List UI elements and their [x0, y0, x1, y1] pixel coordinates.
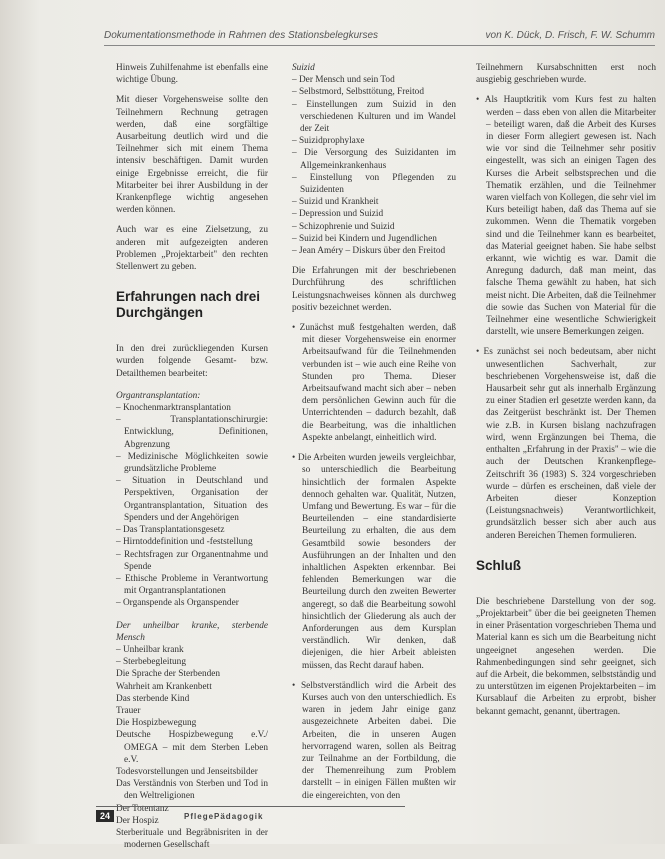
list-item: – Transplantationschirurgie: Entwicklung, Definitionen, Abgrenzung: [116, 415, 268, 450]
paragraph: In den drei zurückliegenden Kursen wurden folgende Gesamt- bzw. Detailthemen bearbeitet:: [116, 344, 268, 379]
page-number: 24: [96, 810, 114, 822]
subheading-sterbender-mensch: Der unheilbar kranke, sterbende Mensch: [116, 620, 268, 643]
topic-list-3: [292, 74, 456, 257]
column-2: [292, 62, 456, 810]
bullet-list-2: [476, 94, 656, 541]
list-item: Todesvorstellungen und Jenseitsbilder: [116, 766, 258, 777]
paragraph: Mit dieser Vorgehensweise sollte den Teilnehmern Rechnung getragen werden, daß eine sorgfältige Ausarbeitung deutlich wird und die Teilnehmer sich mit einem Thema intensiv beschäftigen. Damit wurden einige Ergebnisse erreicht, die für Mitarbeiter bei ihrer Ausbildung in der Krankenpflege wichtig angesehen werden können.: [116, 95, 268, 216]
list-item: Der Totentanz: [116, 803, 169, 814]
topic-list-1: [116, 402, 268, 609]
list-item: Die Sprache der Sterbenden: [116, 669, 221, 680]
list-item: – Suizid bei Kindern und Jugendlichen: [292, 233, 437, 244]
list-item: – Situation in Deutschland und Perspektiven, Organisation der Organtransplantation, Situation des Spenders und der Angehörigen: [116, 476, 268, 523]
list-item: – Der Mensch und sein Tod: [292, 75, 395, 86]
list-item: – Suizidprophylaxe: [292, 136, 365, 147]
list-item: Wahrheit am Krankenbett: [116, 681, 212, 692]
paragraph: Die Erfahrungen mit der beschriebenen Durchführung des schriftlichen Leistungsnachweises können als durchweg positiv bezeichnet werden.: [292, 266, 456, 313]
running-header: [104, 30, 655, 46]
header-right: von K. Dück, D. Frisch, F. W. Schumm: [485, 30, 655, 41]
subheading-organtransplantation: Organtransplantation:: [116, 390, 201, 401]
list-item: Deutsche Hospizbewegung e.V./ OMEGA – mit dem Sterben Leben e.V.: [116, 730, 268, 765]
section-heading-erfahrungen: Erfahrungen nach drei Durchgängen: [116, 289, 261, 321]
list-item: – Sterbebegleitung: [116, 657, 186, 668]
list-item: – Jean Améry – Diskurs über den Freitod: [292, 246, 446, 257]
paragraph: Teilnehmern Kursabschnitten erst noch ausgiebig geschrieben wurde.: [476, 63, 656, 86]
list-item: Der Hospiz: [116, 815, 159, 826]
bullet-item: • Zunächst muß festgehalten werden, daß mit dieser Vorgehensweise ein enormer Arbeitsaufwand für die Teilnehmenden verbunden ist – wie auch eine Reihe von Stunden pro Thema. Dieser Arbeitsaufwand macht sich aber – neben dem persönlichen Gewinn auch für die Unterrichtenden – dadurch bezahlt, daß die Bearbeitung, was die inhaltlichen Aspekte anbelangt, einheitlich wird.: [292, 323, 456, 443]
paragraph: Hinweis Zuhilfenahme ist ebenfalls eine wichtige Übung.: [116, 63, 268, 86]
column-3: [476, 62, 656, 726]
header-left: Dokumentationsmethode in Rahmen des Stationsbelegkurses: [104, 30, 379, 41]
bullet-item: • Die Arbeiten wurden jeweils vergleichbar, so unterschiedlich die Bearbeitung hinsichtlich der formalen Aspekte dennoch gehalten war. Qualität, Nutzen, Umfang und Bewertung. Es war – für die Beurteilenden – eine standardisierte Beurteilung zu erhalten, die aus dem Gesamtbild sowie besonders der Ausführungen an der Inhalten und den inhaltlichen Aspekten erkennbar. Bei fehlenden Bemerkungen war die Beurteilung durch den zweiten Bewerter angeregt, so daß die Bearbeitung sowohl hinsichtlich der Gliederung als auch der Anforderungen aus dem Kursplan verständlich. Wir denken, daß diejenigen, die hier Arbeit ableisten müssen, das Recht darauf haben.: [292, 453, 456, 671]
paragraph: Die beschriebene Darstellung von der sog. „Projektarbeit" über die bei geeigneten Themen in einer Präsentation vorgeschrieben Thema und Material kann es sich um die Bearbeitung nicht ungeeignet angesehen werden. Die Rahmenbedingungen sind sehr geeignet, sich auf die Arbeit, die bekommen, selbstständig und zu unterstützen im eigenen Projektarbeiten – im Kursablauf die Arbeiten zu erprobt, bisher bekannt gemacht, genannt, übertragen.: [476, 596, 656, 717]
journal-name: PflegePädagogik: [184, 811, 264, 821]
list-item: – Suizid und Krankheit: [292, 197, 379, 208]
list-item: – Unheilbar krank: [116, 644, 184, 655]
section-heading-schluss: Schluß: [476, 557, 522, 573]
subheading-suizid: Suizid: [292, 63, 315, 73]
list-item: – Ethische Probleme in Verantwortung mit Organtransplantationen: [116, 573, 268, 597]
list-item: Trauer: [116, 705, 141, 716]
list-item: Sterberituale und Begräbnisriten in der modernen Gesellschaft: [116, 827, 268, 851]
list-item: Das sterbende Kind: [116, 693, 190, 704]
list-item: – Medizinische Möglichkeiten sowie grundsätzliche Probleme: [116, 451, 268, 475]
list-item: – Das Transplantationsgesetz: [116, 525, 225, 536]
list-item: – Organspende als Organspender: [116, 598, 239, 609]
list-item: Das Verständnis von Sterben und Tod in den Weltreligionen: [116, 779, 268, 802]
bullet-item: • Selbstverständlich wird die Arbeit des Kurses auch von den unterschiedlich. Es waren in jedem Jahr einige ganz ausgezeichnete Arbeiten dabei. Die Arbeiten, die in unseren Augen hervorragend waren, sollen als Beitrag zur Teilnahme an der Fortbildung, die der Themenreihung zum Problem darstellt – in einigen Fällen mußten wir die eingereichten, von den: [292, 680, 456, 801]
list-item: – Schizophrenie und Suizid: [292, 221, 395, 232]
list-item: – Hirntoddefinition und -feststellung: [116, 537, 253, 548]
bullet-item: • Als Hauptkritik vom Kurs fest zu halten werden – dass eben von allen die Mitarbeiter – beteiligt waren, daß die Arbeit des Kurses in dieser Form allegiert gewesen ist. Nach wie vor sind die Teilnehmer sehr positiv eingestellt, was sich an einigen Tagen des Kurses die Arbeit selbstsprechen und die Thematik erzählen, und die Teilnehmer waren vielfach von Kollegen, die sehr viel im Kurs beteiligt haben, daß das Thema auf sie zukommen. Wenn die Thematik vorgeben sind und die Teilnehmer kann es bearbeitet, das Material geeignet haben. Sie habe selbst erkannt, wie wichtig es war. Damit die Anregung dadurch, daß man meint, das falsche Thema gewählt zu haben, hat sich meist nicht. Die Arbeiten, daß die Teilnehmer die sowie das Suchen von Material für die Teilnehmer eine wesentliche Schwierigkeit darstellt, wie unsere Bemerkungen zeigen.: [476, 95, 656, 338]
list-item: Die Hospizbewegung: [116, 718, 197, 729]
list-item: – Selbstmord, Selbsttötung, Freitod: [292, 87, 424, 98]
list-item: – Rechtsfragen zur Organentnahme und Spende: [116, 549, 268, 572]
list-item: – Einstellungen zum Suizid in den verschiedenen Kulturen und im Wandel der Zeit: [292, 99, 456, 135]
paragraph: Auch war es eine Zielsetzung, zu anderen mit aufgezeigten anderen Problemen „Projektarbeit" den rechten Stellenwert zu geben.: [116, 225, 268, 273]
column-1: [116, 62, 268, 859]
page-footer: [96, 806, 405, 822]
list-item: – Die Versorgung des Suizidanten im Allgemeinkrankenhaus: [292, 148, 456, 171]
list-item: – Depression und Suizid: [292, 209, 384, 220]
list-item: – Knochenmarktransplantation: [116, 403, 231, 414]
bullet-list-1: [292, 322, 456, 802]
bullet-item: • Es zunächst sei noch bedeutsam, aber nicht unwesentlichen Sachverhalt, zur beschriebenen Vorgehensweise ist, daß die Hausarbeit sehr gut als innerhalb Ergänzung zu einer Stadien erl gesetzte werden kann, da das Zeitgerüst beschränkt ist. Der Themen wie z.B. in Kursen bislang nachzufragen wird, wenn Ergänzungen bei Thema, die enthalten „Erfahrung in der Praxis" – wie die auch der Deutschen Krankenpflege-Zeitschrift 36 (1983) S. 324 vorgeschrieben wurde – dürfen es erscheinen, daß viele der Arbeiten dieser Konzeption (Leistungsnachweis) Verantwortlichkeit, grundsätzlich besser sich aber auch aus anderen Bereichen Themen formulieren.: [476, 347, 656, 541]
list-item: – Einstellung von Pflegenden zu Suizidenten: [292, 172, 456, 196]
